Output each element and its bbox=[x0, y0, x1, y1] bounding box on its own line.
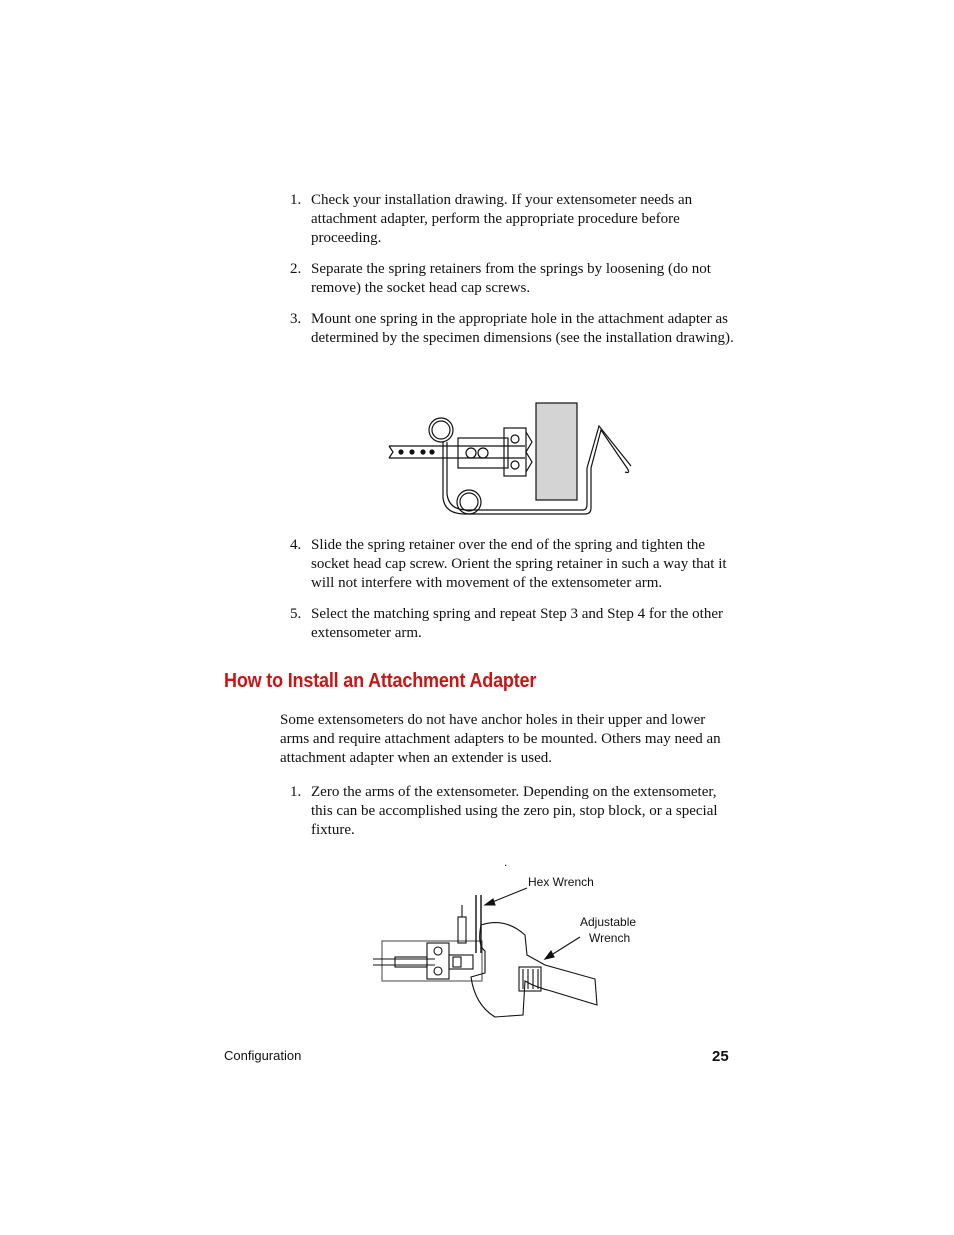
step-text: Separate the spring retainers from the springs by loosening (do not remove) the socket head cap screws. bbox=[311, 261, 711, 296]
arm-body-outline bbox=[382, 941, 482, 981]
arm-hole bbox=[399, 450, 403, 454]
step-text: Select the matching spring and repeat Step 3 and Step 4 for the other extensometer arm. bbox=[311, 606, 723, 641]
page-number: 25 bbox=[712, 1048, 729, 1065]
step-number: 4. bbox=[290, 537, 302, 553]
arm-hole bbox=[410, 450, 414, 454]
step-number: 3. bbox=[290, 311, 302, 327]
intro-paragraph: Some extensometers do not have anchor holes in their upper and lower arms and require attachment adapters to be mounted. Others may need an attachment adapter when an extender is used. bbox=[280, 712, 721, 766]
adapter-hole bbox=[478, 448, 488, 458]
steps-list-2 bbox=[287, 536, 737, 643]
list-item bbox=[287, 536, 737, 593]
step-text: Check your installation drawing. If your extensometer needs an attachment adapter, perform the appropriate procedure before proceeding. bbox=[311, 192, 693, 246]
arm-hole bbox=[430, 450, 434, 454]
list-item bbox=[287, 191, 737, 248]
wrench-figure bbox=[365, 855, 655, 1020]
spring-coil-bottom-inner bbox=[460, 493, 478, 511]
screw bbox=[434, 947, 442, 955]
step-number: 1. bbox=[290, 784, 302, 800]
spring-mount-figure bbox=[385, 398, 635, 520]
spring-coil-top bbox=[429, 418, 453, 442]
figure-dot: . bbox=[504, 855, 508, 869]
hex-key-head bbox=[458, 917, 466, 943]
hex-wrench-label: Hex Wrench bbox=[528, 875, 594, 889]
steps-list-1 bbox=[287, 191, 737, 348]
step-text: Zero the arms of the extensometer. Depending on the extensometer, this can be accomplished using the zero pin, stop block, or a special fixture. bbox=[311, 784, 718, 838]
specimen bbox=[536, 403, 577, 500]
arrowhead bbox=[545, 951, 554, 959]
list-item bbox=[287, 783, 737, 840]
section-heading: How to Install an Attachment Adapter bbox=[224, 670, 537, 692]
list-item bbox=[287, 605, 737, 643]
step-text: Mount one spring in the appropriate hole in the attachment adapter as determined by the specimen dimensions (see the installation drawing). bbox=[311, 311, 734, 346]
step-number: 5. bbox=[290, 606, 302, 622]
spring-hook-outer bbox=[587, 426, 631, 468]
step-text: Slide the spring retainer over the end of the spring and tighten the socket head cap screw. Orient the spring retainer in such a way that it will not interfere with movement of the extensometer arm. bbox=[311, 537, 727, 591]
clamp-plate bbox=[427, 943, 449, 979]
step-number: 2. bbox=[290, 261, 302, 277]
arm-break bbox=[389, 446, 393, 458]
footer-section-name: Configuration bbox=[224, 1048, 302, 1063]
list-item bbox=[287, 260, 737, 298]
adapter-hole bbox=[466, 448, 476, 458]
adjustable-wrench-body bbox=[471, 923, 597, 1017]
adjustable-wrench-label-line2: Wrench bbox=[589, 931, 631, 945]
screw bbox=[511, 461, 519, 469]
steps-list-3 bbox=[287, 783, 737, 840]
screw bbox=[511, 435, 519, 443]
arm-hole bbox=[421, 450, 425, 454]
arrowhead bbox=[485, 899, 495, 905]
step-number: 1. bbox=[290, 192, 302, 208]
list-item bbox=[287, 310, 737, 348]
screw bbox=[434, 967, 442, 975]
adjustable-wrench-label-line1: Adjustable bbox=[580, 915, 637, 929]
adapter-pin bbox=[453, 957, 461, 967]
knife-edge bbox=[526, 432, 532, 472]
spring-coil-top-inner bbox=[432, 421, 450, 439]
